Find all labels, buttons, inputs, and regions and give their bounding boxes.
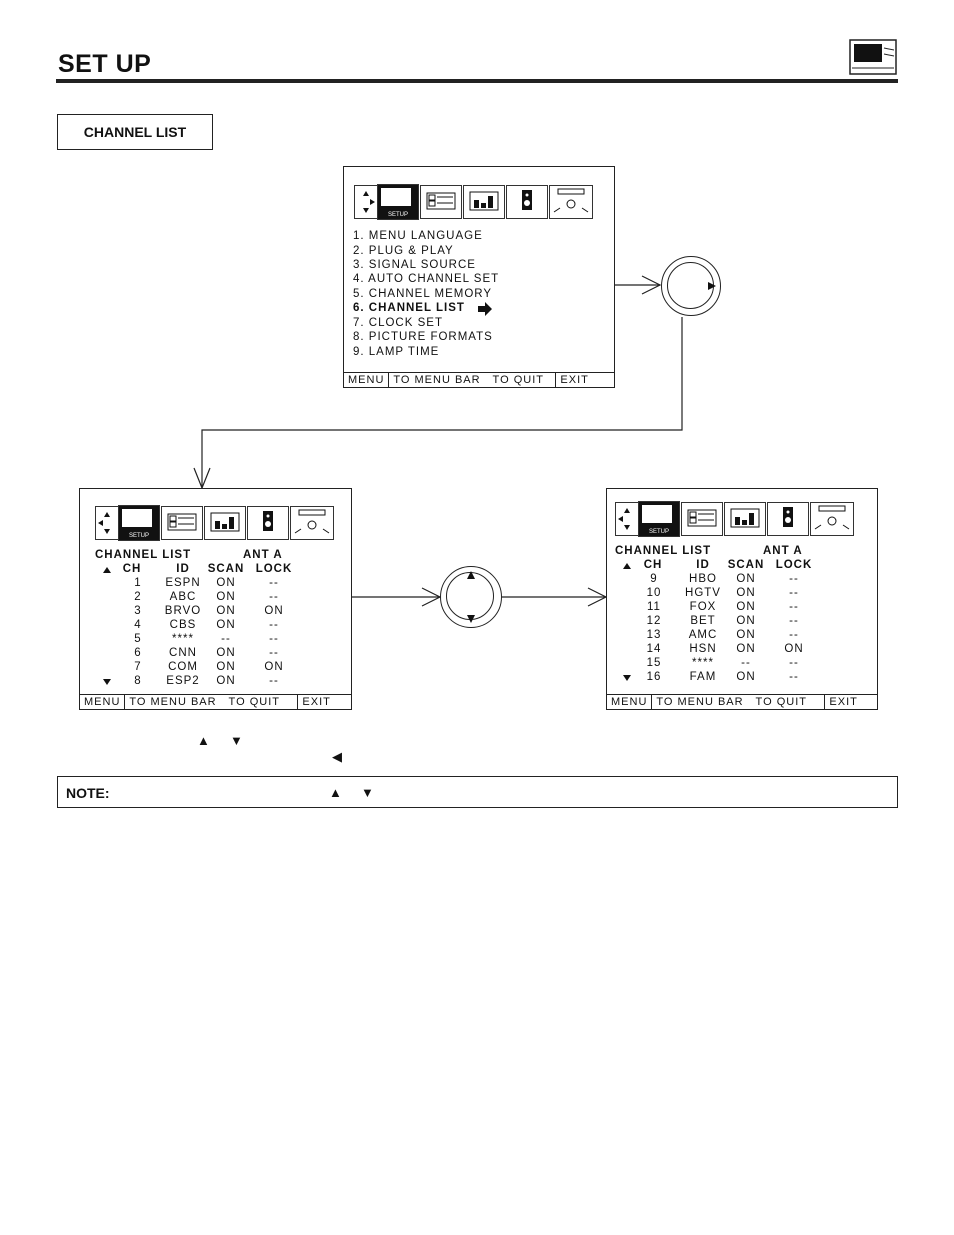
menu-footer: [607, 694, 877, 709]
footer-hint: TO MENU BAR TO QUIT: [652, 695, 825, 709]
channel-list-title: CHANNEL LIST: [95, 549, 192, 561]
column-header-scan: SCAN: [207, 563, 245, 575]
channel-row-lock-cell: ON: [264, 661, 284, 673]
footer-exit-label: EXIT: [829, 696, 858, 708]
remote-right-button-icon: [661, 256, 721, 316]
channel-row-lock-cell: --: [269, 591, 279, 603]
nav-arrows-icon: [95, 506, 119, 540]
picture-tab-icon: [204, 506, 246, 540]
up-arrow-glyph: ▲: [329, 785, 342, 800]
channel-row-scan-cell: --: [221, 633, 231, 645]
channel-row-lock-cell: --: [789, 657, 799, 669]
channel-row-scan-cell: ON: [216, 661, 236, 673]
channel-row-scan-cell: ON: [216, 647, 236, 659]
channel-row-scan-cell: ON: [736, 629, 756, 641]
channel-row-id-cell: ESPN: [165, 577, 201, 589]
channel-row-id-cell: FOX: [689, 601, 717, 613]
channel-list-title: CHANNEL LIST: [615, 545, 712, 557]
channel-row-lock-cell: --: [269, 675, 279, 687]
features-tab-icon: [549, 185, 593, 219]
channel-list-screen-2: [606, 488, 878, 710]
note-label: NOTE:: [66, 785, 110, 801]
channel-row-scan-cell: ON: [736, 601, 756, 613]
audio-tab-icon: [506, 185, 548, 219]
channel-row-ch-cell: 2: [134, 591, 142, 603]
channel-row-lock-cell: --: [789, 601, 799, 613]
pip-tab-icon: [420, 185, 462, 219]
channel-row-ch-cell: 12: [646, 615, 662, 627]
channel-row-ch-cell: 3: [134, 605, 142, 617]
channel-row-ch-cell: 11: [647, 601, 661, 613]
channel-row-ch-cell: 15: [646, 657, 662, 669]
channel-row-scan-cell: ON: [736, 573, 756, 585]
channel-row-scan-cell: ON: [216, 619, 236, 631]
nav-arrows-icon: [615, 502, 639, 536]
menu-item-signal-source[interactable]: 3. SIGNAL SOURCE: [353, 259, 476, 271]
footer-exit-label: EXIT: [560, 374, 589, 386]
channel-row-lock-cell: ON: [784, 643, 804, 655]
channel-row-ch-cell: 16: [646, 671, 662, 683]
channel-row-id-cell: AMC: [688, 629, 718, 641]
footer-exit-label: EXIT: [302, 696, 331, 708]
channel-row-ch-cell: 9: [650, 573, 658, 585]
channel-row-scan-cell: ON: [736, 671, 756, 683]
menu-item-picture-formats[interactable]: 8. PICTURE FORMATS: [353, 331, 493, 343]
audio-tab-icon: [767, 502, 809, 536]
setup-menu-screen: [343, 166, 615, 388]
scroll-down-icon[interactable]: [102, 678, 112, 686]
features-tab-icon: [810, 502, 854, 536]
channel-row-id-cell: ****: [172, 633, 194, 645]
page-title: SET UP: [58, 50, 152, 78]
column-header-lock: LOCK: [255, 563, 293, 575]
setup-tab-icon: SETUP: [377, 184, 419, 220]
channel-row-id-cell: FAM: [689, 671, 717, 683]
channel-row-id-cell: COM: [168, 661, 198, 673]
up-arrow-icon: [466, 570, 476, 580]
column-header-ch: CH: [122, 563, 142, 575]
channel-row-lock-cell: --: [269, 647, 279, 659]
channel-row-scan-cell: ON: [736, 615, 756, 627]
channel-row-scan-cell: ON: [216, 591, 236, 603]
column-header-lock: LOCK: [775, 559, 813, 571]
channel-row-id-cell: ABC: [169, 591, 197, 603]
antenna-label: ANT A: [763, 545, 803, 557]
channel-row-lock-cell: --: [269, 577, 279, 589]
down-arrow-glyph: ▼: [230, 733, 243, 748]
up-arrow-glyph: ▲: [197, 733, 210, 748]
channel-row-ch-cell: 10: [646, 587, 662, 599]
channel-row-scan-cell: ON: [216, 605, 236, 617]
channel-row-id-cell: HBO: [689, 573, 717, 585]
channel-row-ch-cell: 13: [646, 629, 662, 641]
picture-tab-icon: [463, 185, 505, 219]
channel-row-id-cell: CNN: [169, 647, 197, 659]
channel-row-id-cell: HGTV: [685, 587, 721, 599]
footer-menu-label: MENU: [607, 695, 652, 709]
menu-item-channel-list[interactable]: 6. CHANNEL LIST: [353, 302, 465, 314]
scroll-down-icon[interactable]: [622, 674, 632, 682]
channel-row-lock-cell: --: [789, 615, 799, 627]
channel-row-lock-cell: --: [789, 573, 799, 585]
channel-row-ch-cell: 14: [646, 643, 662, 655]
channel-row-scan-cell: ON: [216, 675, 236, 687]
pip-tab-icon: [161, 506, 203, 540]
menu-item-channel-memory[interactable]: 5. CHANNEL MEMORY: [353, 288, 493, 300]
remote-up-down-button-icon: [440, 566, 502, 628]
menu-item-clock-set[interactable]: 7. CLOCK SET: [353, 317, 443, 329]
section-label-channel-list: CHANNEL LIST: [57, 114, 213, 150]
channel-row-id-cell: BRVO: [164, 605, 202, 617]
channel-row-lock-cell: --: [269, 619, 279, 631]
right-arrow-icon: [708, 281, 718, 291]
menu-item-lamp-time[interactable]: 9. LAMP TIME: [353, 346, 440, 358]
footer-hint: TO MENU BAR TO QUIT: [125, 695, 298, 709]
channel-row-lock-cell: --: [789, 587, 799, 599]
antenna-label: ANT A: [243, 549, 283, 561]
pip-tab-icon: [681, 502, 723, 536]
menu-item-menu-language[interactable]: 1. MENU LANGUAGE: [353, 230, 483, 242]
channel-row-scan-cell: ON: [216, 577, 236, 589]
channel-row-lock-cell: --: [789, 629, 799, 641]
audio-tab-icon: [247, 506, 289, 540]
selection-arrow-icon: [478, 302, 494, 316]
note-box: [57, 776, 898, 808]
down-arrow-glyph: ▼: [361, 785, 374, 800]
menu-footer: [80, 694, 351, 709]
channel-row-lock-cell: --: [789, 671, 799, 683]
picture-tab-icon: [724, 502, 766, 536]
features-tab-icon: [290, 506, 334, 540]
channel-row-lock-cell: --: [269, 633, 279, 645]
footer-menu-label: MENU: [344, 373, 389, 387]
column-header-scan: SCAN: [727, 559, 765, 571]
column-header-id: ID: [176, 563, 190, 575]
channel-list-screen-1: [79, 488, 352, 710]
channel-row-ch-cell: 4: [134, 619, 142, 631]
channel-row-ch-cell: 1: [134, 577, 142, 589]
footer-menu-label: MENU: [80, 695, 125, 709]
channel-row-ch-cell: 7: [134, 661, 142, 673]
down-arrow-icon: [466, 614, 476, 624]
channel-row-ch-cell: 8: [134, 675, 142, 687]
menu-item-plug-and-play[interactable]: 2. PLUG & PLAY: [353, 245, 454, 257]
footer-hint: TO MENU BAR TO QUIT: [389, 373, 556, 387]
channel-row-id-cell: BET: [690, 615, 716, 627]
channel-row-id-cell: HSN: [689, 643, 717, 655]
channel-row-ch-cell: 5: [134, 633, 142, 645]
channel-row-id-cell: ****: [692, 657, 714, 669]
channel-row-id-cell: ESP2: [166, 675, 200, 687]
menu-footer: [344, 372, 614, 387]
channel-row-scan-cell: ON: [736, 587, 756, 599]
channel-row-id-cell: CBS: [169, 619, 197, 631]
setup-tab-icon: SETUP: [118, 505, 160, 541]
setup-tab-icon: SETUP: [638, 501, 680, 537]
channel-row-scan-cell: ON: [736, 643, 756, 655]
nav-arrows-icon: [354, 185, 378, 219]
channel-row-ch-cell: 6: [134, 647, 142, 659]
column-header-id: ID: [696, 559, 710, 571]
menu-item-auto-channel-set[interactable]: 4. AUTO CHANNEL SET: [353, 273, 500, 285]
column-header-ch: CH: [643, 559, 663, 571]
channel-row-scan-cell: --: [741, 657, 751, 669]
left-arrow-glyph: ◀: [332, 749, 342, 764]
channel-row-lock-cell: ON: [264, 605, 284, 617]
